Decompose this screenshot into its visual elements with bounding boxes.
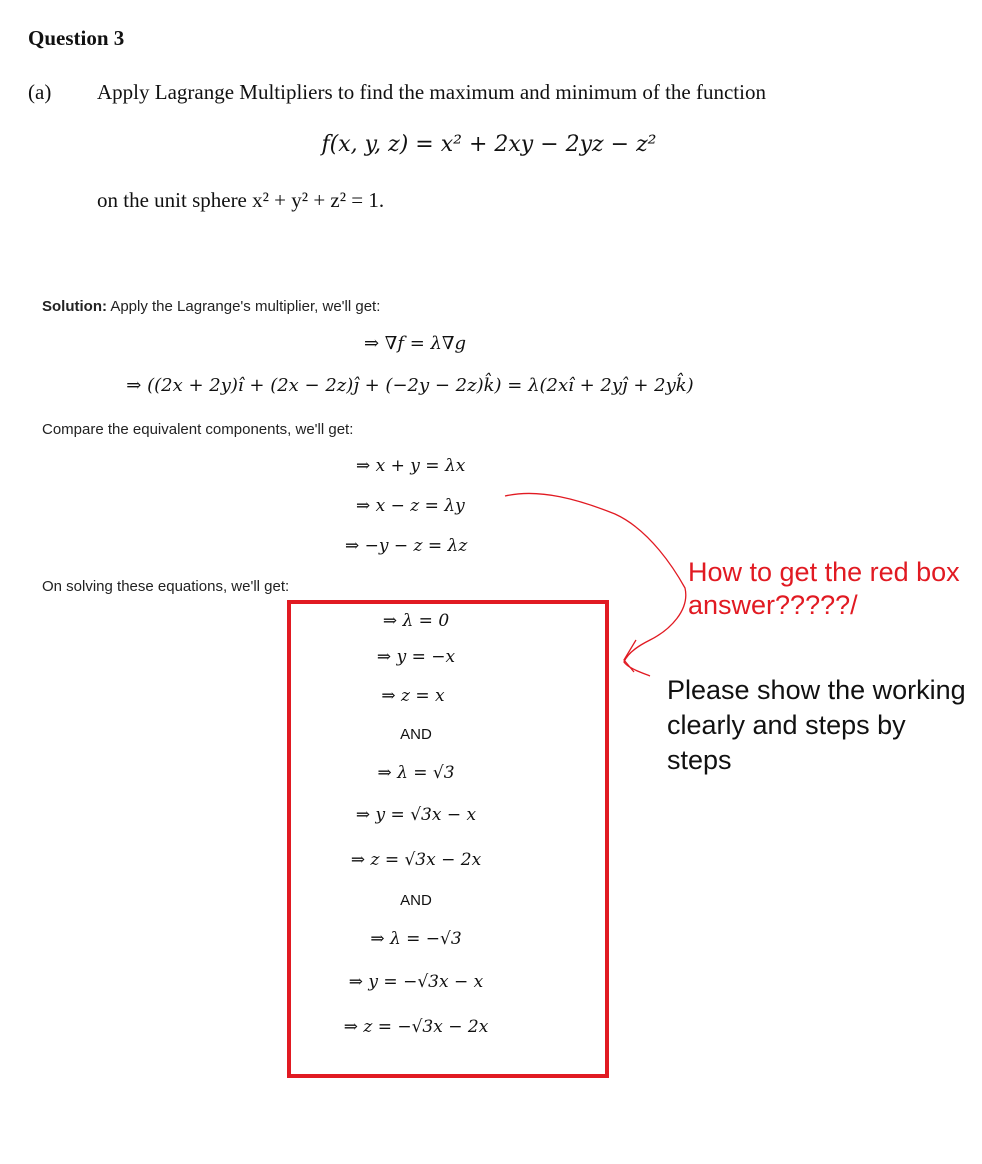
result-y-sqrt3: ⇒ y = √3x − x xyxy=(355,805,477,825)
gradient-equation: ⇒ ∇f = λ∇g xyxy=(363,333,467,354)
solution-intro-text: Apply the Lagrange's multiplier, we'll get: xyxy=(110,298,381,315)
red-annotation-note: How to get the red box answer?????/ xyxy=(688,557,960,620)
component-eq-3: ⇒ −y − z = λz xyxy=(345,536,468,556)
result-lambda-sqrt3: ⇒ λ = √3 xyxy=(377,763,455,783)
result-z-neg-sqrt3: ⇒ z = −√3x − 2x xyxy=(343,1017,489,1037)
question-function: f(x, y, z) = x² + 2xy − 2yz − z² xyxy=(321,132,657,157)
vector-equation: ⇒ ((2x + 2y)î + (2x − 2z)ĵ + (−2y − 2z)k̂) = λ(2xî + 2yĵ + 2yk̂) xyxy=(126,375,694,396)
black-annotation-note: Please show the working clearly and steps by steps xyxy=(667,675,966,775)
question-part-label: (a) xyxy=(28,80,52,104)
question-text: Apply Lagrange Multipliers to find the maximum and minimum of the function xyxy=(97,80,766,104)
arrow-curve xyxy=(505,493,686,676)
question-constraint: on the unit sphere x² + y² + z² = 1. xyxy=(97,188,385,212)
result-z-x: ⇒ z = x xyxy=(381,686,445,706)
compare-text: Compare the equivalent components, we'll get: xyxy=(42,421,354,438)
result-lambda-0: ⇒ λ = 0 xyxy=(382,611,450,631)
and-label-1: AND xyxy=(400,726,432,743)
component-eq-1: ⇒ x + y = λx xyxy=(356,456,466,476)
result-z-sqrt3: ⇒ z = √3x − 2x xyxy=(350,850,482,870)
result-y-neg-x: ⇒ y = −x xyxy=(376,647,456,667)
result-y-neg-sqrt3: ⇒ y = −√3x − x xyxy=(348,972,484,992)
arrow-head xyxy=(624,640,636,672)
solution-label: Solution: xyxy=(42,298,107,315)
solving-text: On solving these equations, we'll get: xyxy=(42,578,290,595)
and-label-2: AND xyxy=(400,892,432,909)
question-title: Question 3 xyxy=(28,26,125,50)
component-eq-2: ⇒ x − z = λy xyxy=(356,496,465,516)
result-lambda-neg-sqrt3: ⇒ λ = −√3 xyxy=(370,929,462,949)
